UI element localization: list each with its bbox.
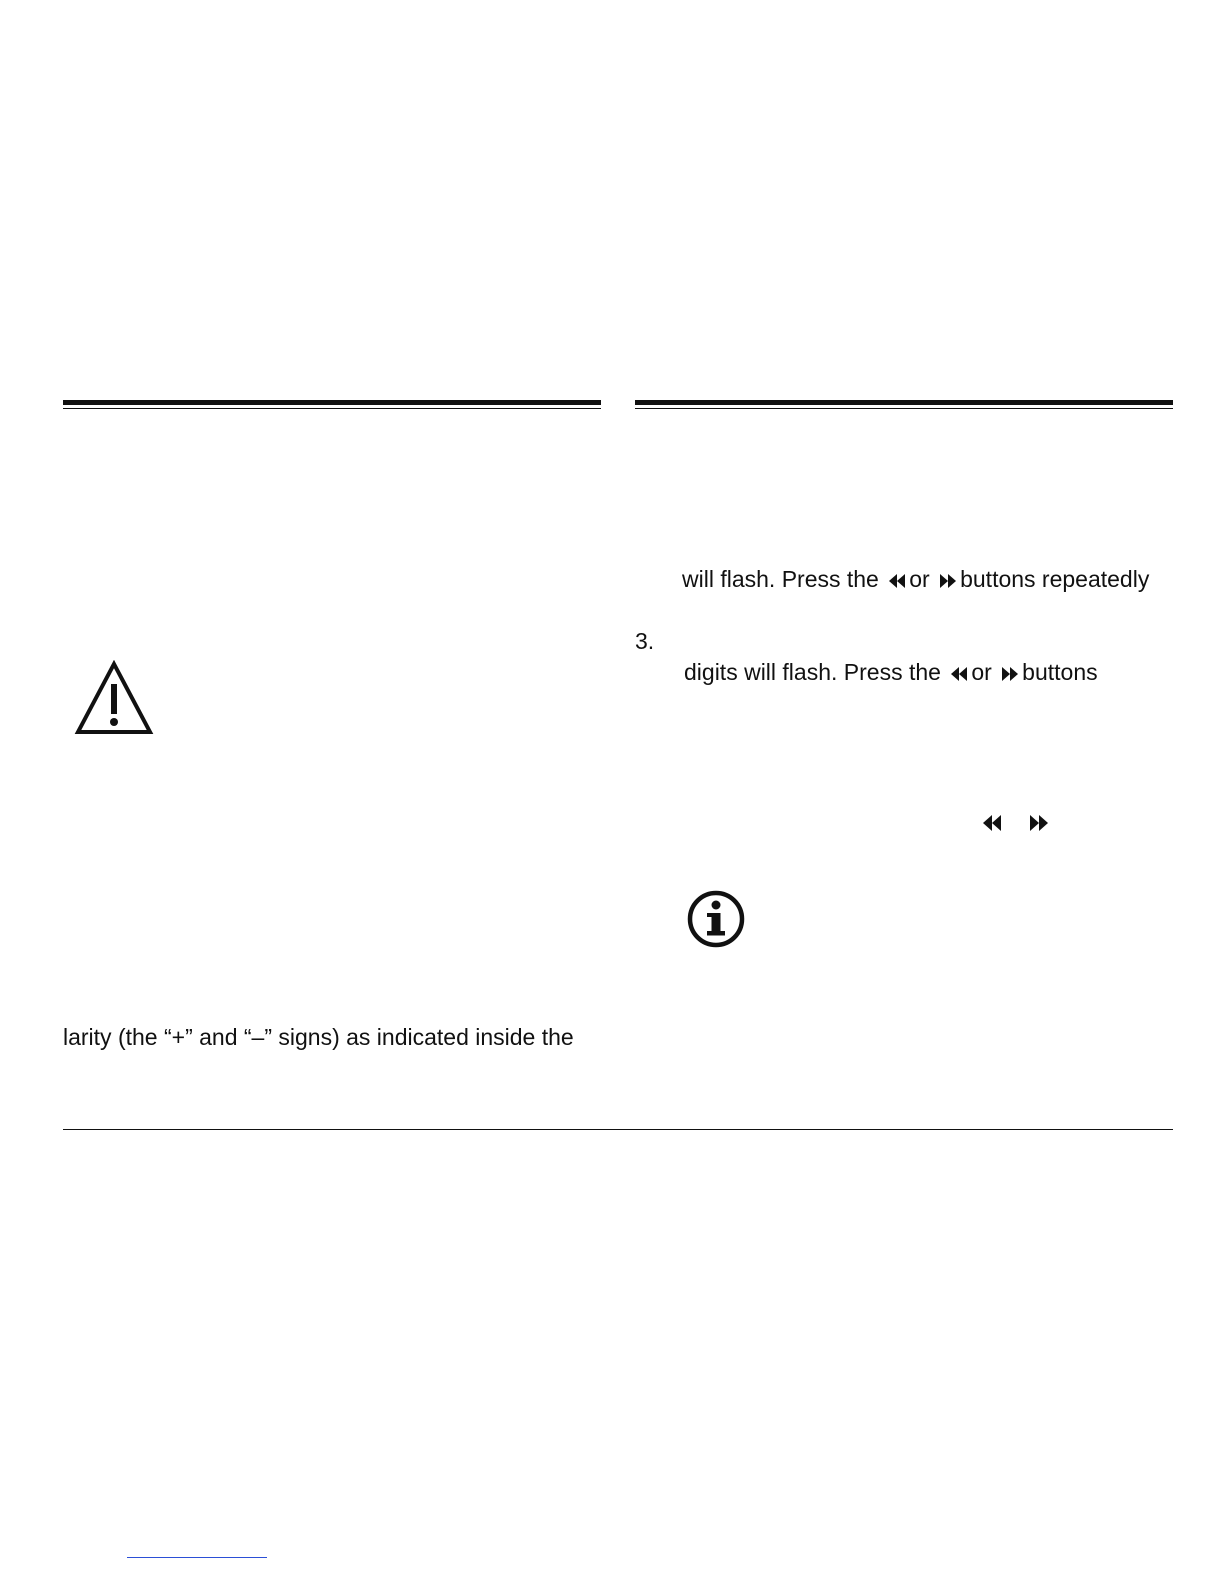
fast-forward-icon [1001, 666, 1019, 682]
right-header-rule-thin [635, 408, 1173, 409]
flash-line-1-before: will flash. Press the [682, 566, 879, 592]
step-number-3: 3. [635, 628, 655, 654]
footer-link-underline [127, 1557, 267, 1558]
flash-line-2-after: buttons [1022, 659, 1098, 685]
left-header-rule-thin [63, 408, 601, 409]
flash-line-2-or: or [971, 659, 992, 685]
page-bottom-rule [63, 1129, 1173, 1130]
rewind-icon [982, 814, 1002, 832]
fast-forward-icon [939, 573, 957, 589]
fast-forward-icon [1029, 814, 1049, 832]
flash-line-1-or: or [909, 566, 930, 592]
rewind-icon [888, 573, 906, 589]
left-header-rule-thick [63, 400, 601, 405]
flash-line-1-after: buttons repeatedly [960, 566, 1150, 592]
rewind-icon [950, 666, 968, 682]
flash-instruction-line-1 [682, 565, 1149, 593]
info-icon [686, 889, 746, 949]
flash-instruction-line-2 [684, 658, 1098, 686]
flash-line-2-before: digits will flash. Press the [684, 659, 941, 685]
polarity-instruction-line: larity (the “+” and “–” signs) as indicated inside the [63, 1024, 574, 1050]
warning-triangle-icon [74, 660, 154, 736]
right-header-rule-thick [635, 400, 1173, 405]
